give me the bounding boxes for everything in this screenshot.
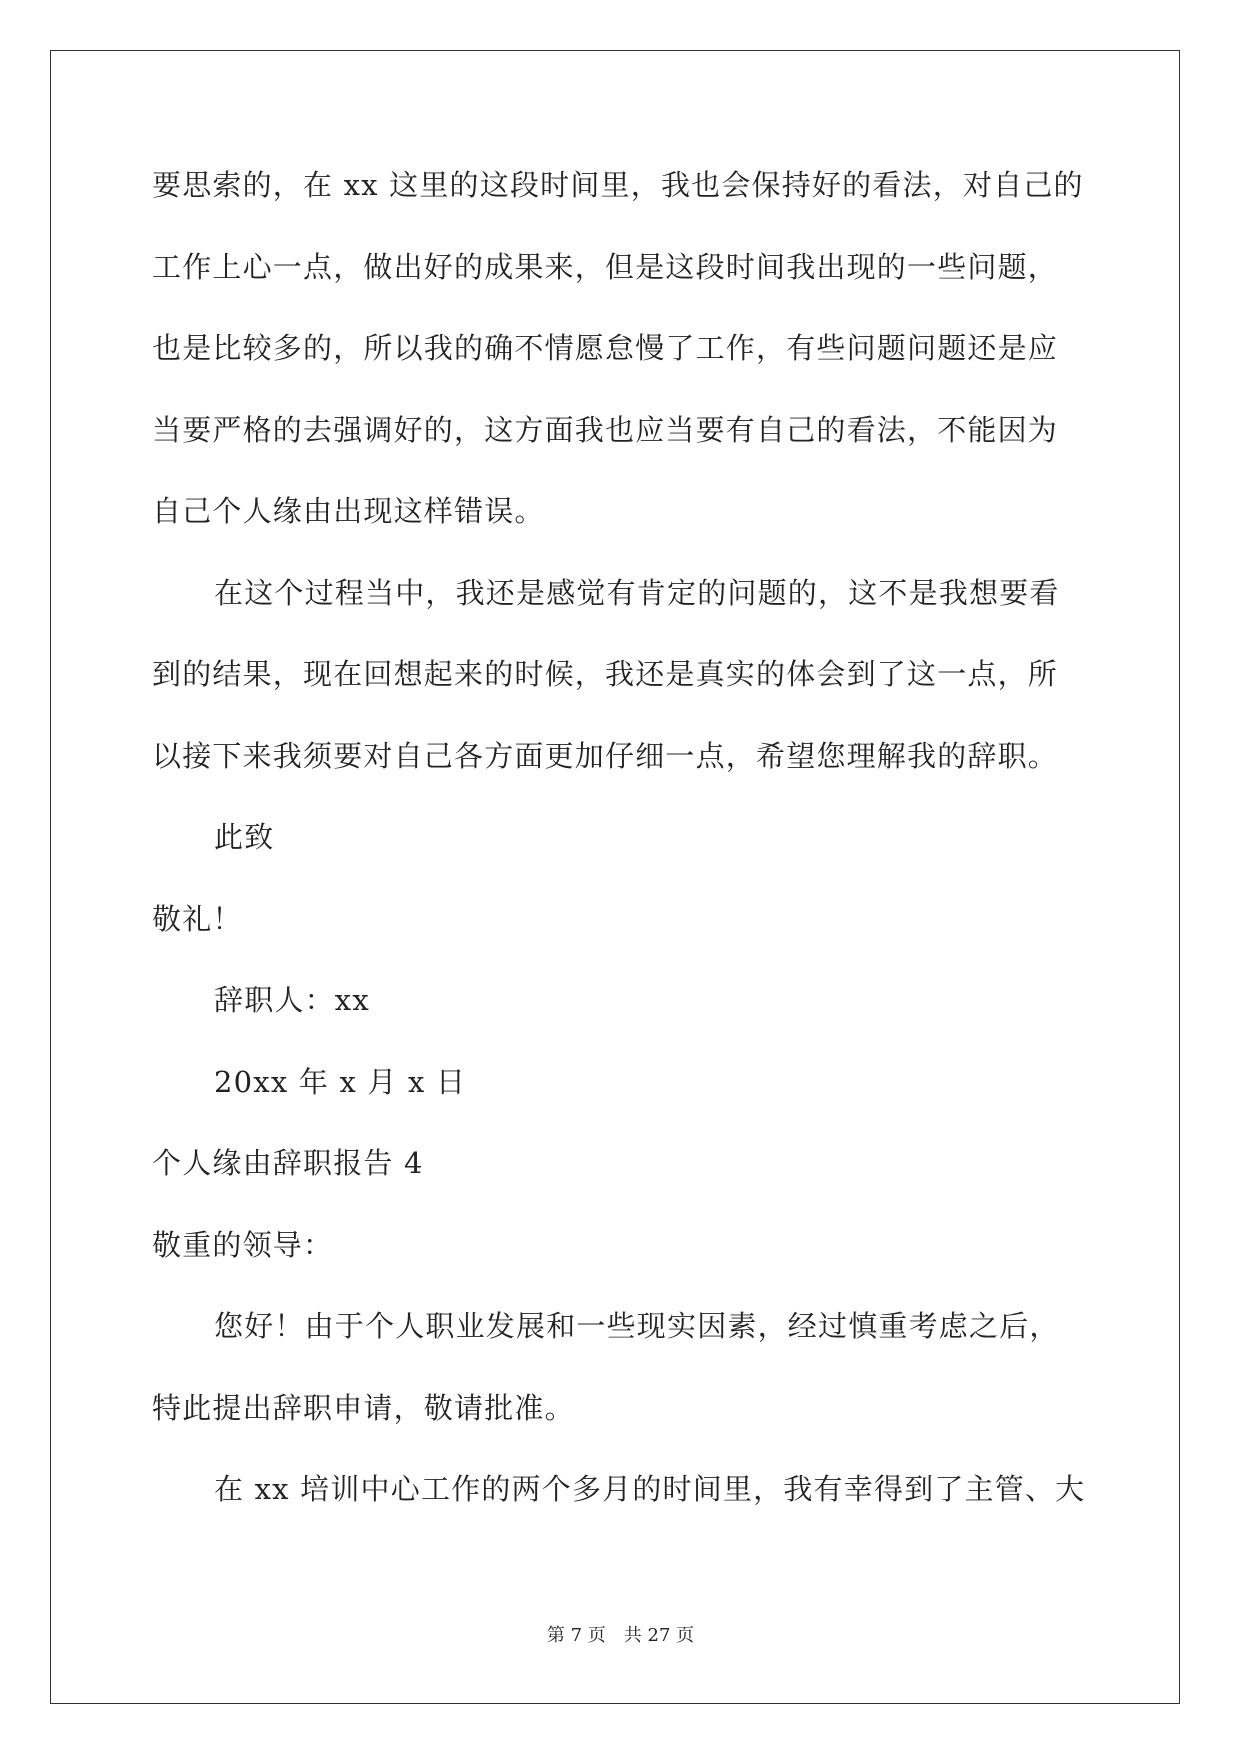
paragraph-start-line: 在 xx 培训中心工作的两个多月的时间里，我有幸得到了主管、大 xyxy=(214,1472,1086,1506)
text-line: 以接下来我须要对自己各方面更加仔细一点，希望您理解我的辞职。 xyxy=(152,738,1059,773)
page-footer: 第 7 页 共 27 页 xyxy=(546,1625,695,1646)
text-line: 到的结果，现在回想起来的时候，我还是真实的体会到了这一点，所 xyxy=(152,657,1059,691)
paragraph-start-line: 您好！由于个人职业发展和一些现实因素，经过慎重考虑之后， xyxy=(214,1309,1060,1343)
letter-greeting: 敬重的领导： xyxy=(152,1227,334,1262)
text-line: 也是比较多的，所以我的确不情愿怠慢了工作，有些问题问题还是应 xyxy=(152,331,1059,365)
text-line: 要思索的，在 xx 这里的这段时间里，我也会保持好的看法，对自己的 xyxy=(152,168,1084,202)
text-line: 自己个人缘由出现这样错误。 xyxy=(152,494,545,528)
closing-regards: 敬礼！ xyxy=(152,901,243,936)
date-line: 20xx 年 x 月 x 日 xyxy=(214,1064,467,1099)
text-line: 特此提出辞职申请，敬请批准。 xyxy=(152,1390,575,1425)
paragraph-start-line: 在这个过程当中，我还是感觉有肯定的问题的，这不是我想要看 xyxy=(214,575,1060,610)
signature-line: 辞职人：xx xyxy=(214,983,370,1017)
closing-salutation: 此致 xyxy=(214,820,275,854)
text-line: 工作上心一点，做出好的成果来，但是这段时间我出现的一些问题， xyxy=(152,249,1059,284)
document-body xyxy=(152,160,1092,1546)
section-heading: 个人缘由辞职报告 4 xyxy=(152,1146,424,1180)
text-line: 当要严格的去强调好的，这方面我也应当要有自己的看法，不能因为 xyxy=(152,412,1059,447)
